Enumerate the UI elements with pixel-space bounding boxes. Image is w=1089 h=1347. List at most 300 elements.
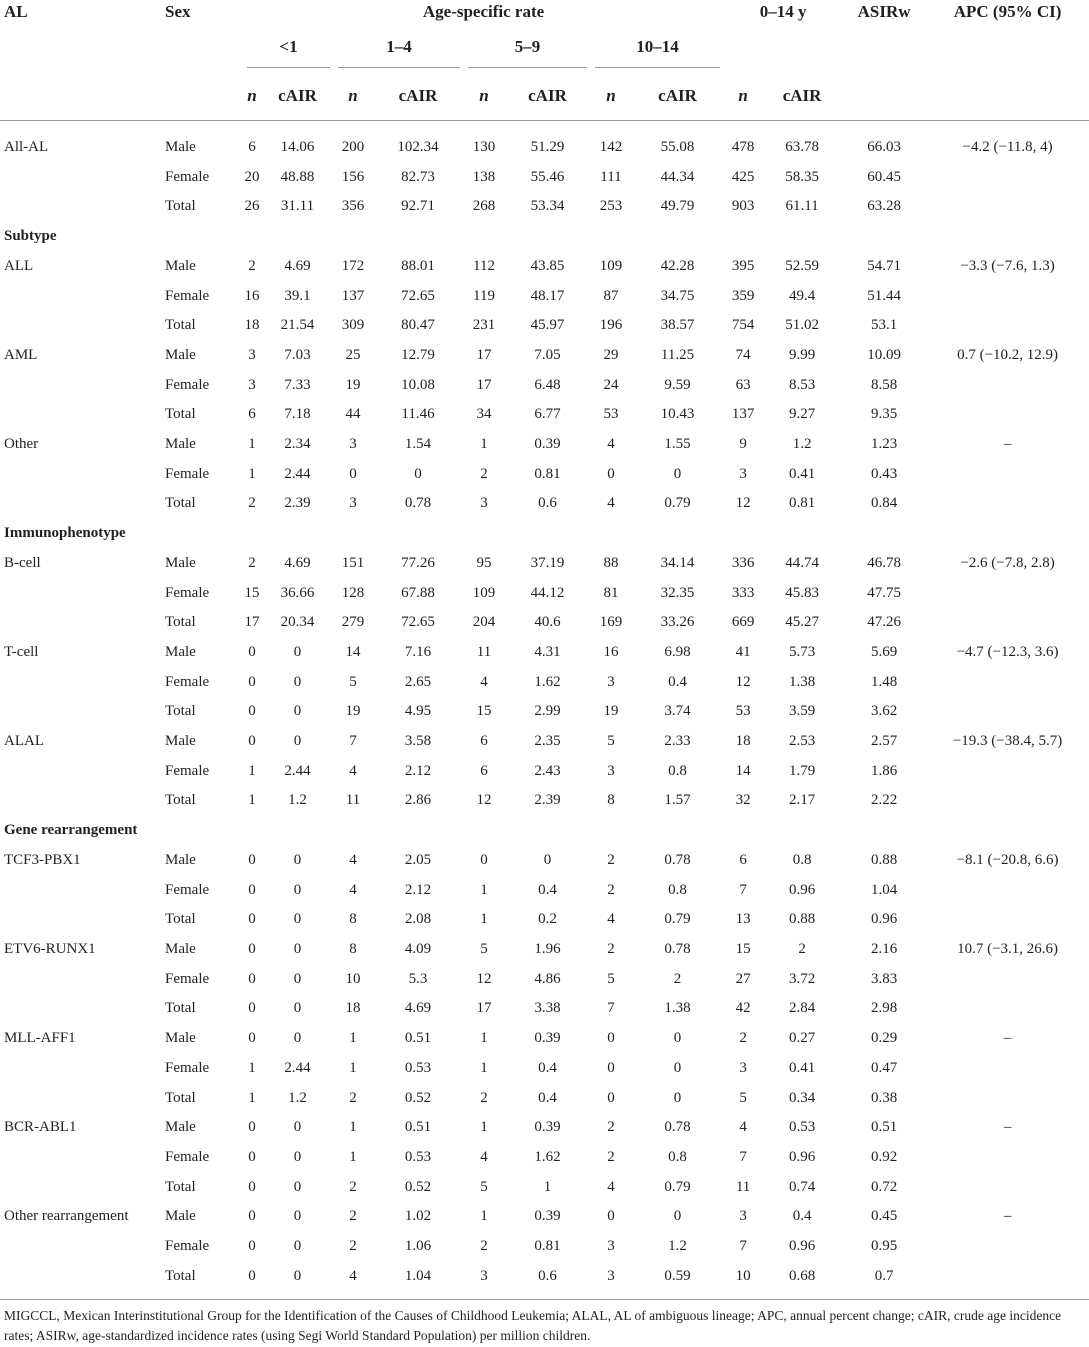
- cell-cair-0-14: 1.79: [788, 762, 816, 779]
- cell-cair-10-14: 0.79: [664, 1178, 691, 1195]
- table-row: [0, 460, 1089, 490]
- cell-n-1-4: 137: [341, 287, 365, 304]
- cell-n-0-14: 754: [731, 317, 755, 334]
- cell-cair-5-9: 6.77: [534, 406, 561, 423]
- cell-n-0-14: 3: [739, 465, 747, 482]
- cell-sex: Female: [165, 1148, 210, 1165]
- cell-sex: Male: [165, 940, 196, 957]
- cell-cair-lt1: 48.88: [280, 168, 315, 185]
- header-0-14: 0–14 y: [759, 2, 807, 21]
- cell-n-0-14: 14: [735, 762, 751, 779]
- cell-asirw: 2.16: [870, 940, 898, 957]
- cell-sex: Female: [165, 673, 210, 690]
- cell-n-lt1: 1: [248, 465, 256, 482]
- cell-cair-10-14: 2: [673, 970, 682, 987]
- cell-cair-10-14: 34.75: [660, 287, 695, 304]
- cell-n-5-9: 17: [476, 346, 492, 363]
- cell-cair-lt1: 4.69: [284, 257, 311, 274]
- cell-cair-0-14: 0.41: [788, 1059, 816, 1076]
- cell-sex: Male: [165, 643, 196, 660]
- cell-cair-0-14: 0.81: [788, 495, 816, 512]
- cell-asirw: 66.03: [867, 139, 901, 155]
- cell-cair-0-14: 44.74: [785, 554, 819, 571]
- cell-n-0-14: 333: [731, 584, 755, 601]
- cell-apc: [926, 994, 1089, 1024]
- cell-apc: [926, 757, 1089, 787]
- cell-n-10-14: 53: [603, 406, 619, 423]
- cell-asirw: 53.1: [870, 317, 898, 334]
- cell-n-10-14: 24: [603, 376, 619, 393]
- table-row: [0, 786, 1089, 816]
- cell-n-lt1: 0: [248, 1238, 256, 1255]
- cell-al: [0, 965, 165, 995]
- cell-n-1-4: 1: [349, 1119, 357, 1136]
- cell-n-5-9: 109: [472, 584, 496, 601]
- cell-cair-1-4: 88.01: [401, 257, 435, 274]
- cell-apc: [926, 1054, 1089, 1084]
- table-row: [0, 400, 1089, 430]
- cell-cair-lt1: 2.44: [284, 465, 311, 482]
- cell-cair-5-9: 0.39: [534, 436, 561, 453]
- cell-sex: Total: [165, 792, 196, 809]
- table-row: [0, 697, 1089, 727]
- cell-cair-10-14: 38.57: [660, 317, 695, 334]
- cell-n-0-14: 9: [739, 436, 747, 453]
- cell-sex: Total: [165, 198, 196, 215]
- cell-sex: Female: [165, 970, 210, 987]
- cell-apc: [926, 282, 1089, 312]
- cell-cair-0-14: 45.83: [785, 584, 819, 601]
- cell-cair-lt1: 1.2: [288, 1089, 307, 1106]
- cell-n-lt1: 2: [248, 554, 256, 571]
- cell-cair-0-14: 2.17: [788, 792, 816, 809]
- cell-n-5-9: 138: [472, 168, 496, 185]
- cell-n-5-9: 0: [480, 851, 488, 868]
- cell-apc: [926, 965, 1089, 995]
- cell-n-0-14: 2: [739, 1030, 747, 1047]
- cell-n-0-14: 42: [735, 1000, 751, 1017]
- table-row: [0, 1084, 1089, 1114]
- table-row: [0, 994, 1089, 1024]
- table-row: [0, 608, 1089, 638]
- cell-cair-1-4: 7.16: [404, 643, 432, 660]
- cell-cair-10-14: 34.14: [660, 554, 695, 571]
- cell-n-0-14: 7: [739, 881, 747, 898]
- cell-apc: [926, 668, 1089, 698]
- cell-al: [0, 1262, 165, 1292]
- cell-al: [0, 668, 165, 698]
- cell-al: [0, 757, 165, 787]
- cell-apc: −19.3 (−38.4, 5.7): [952, 733, 1063, 750]
- table-row: [0, 282, 1089, 312]
- cell-n-0-14: 336: [731, 554, 755, 571]
- cell-apc: [926, 460, 1089, 490]
- table-row: [0, 341, 1089, 371]
- cell-asirw: 10.09: [867, 346, 901, 363]
- cell-cair-lt1: 0: [293, 1208, 302, 1225]
- cell-apc: −4.7 (−12.3, 3.6): [956, 643, 1059, 660]
- table-row: [0, 192, 1089, 222]
- cell-n-1-4: 1: [349, 1148, 357, 1165]
- cell-cair-5-9: 1.96: [534, 940, 561, 957]
- table-row: [0, 876, 1089, 906]
- cell-asirw: 3.83: [870, 970, 898, 987]
- cell-sex: Male: [165, 1208, 196, 1225]
- cell-n-0-14: 15: [735, 940, 751, 957]
- cell-cair-0-14: 0.27: [788, 1030, 816, 1047]
- cell-cair-0-14: 0.96: [788, 1238, 816, 1255]
- cell-n-5-9: 11: [476, 643, 492, 660]
- cell-n-lt1: 16: [244, 287, 260, 304]
- table-row: [0, 1173, 1089, 1203]
- cell-apc: [926, 1173, 1089, 1203]
- cell-al: ETV6-RUNX1: [4, 940, 96, 957]
- cell-cair-1-4: 2.12: [404, 762, 432, 779]
- cell-n-5-9: 17: [476, 1000, 492, 1017]
- cell-cair-5-9: 0.6: [538, 1267, 557, 1284]
- cell-cair-1-4: 1.04: [404, 1267, 432, 1284]
- cell-n-5-9: 1: [480, 881, 488, 898]
- cell-n-0-14: 41: [735, 643, 751, 660]
- cell-cair-lt1: 7.18: [284, 406, 311, 423]
- cell-cair-5-9: 2.35: [534, 733, 561, 750]
- cell-n-1-4: 4: [349, 1267, 357, 1284]
- cell-n-10-14: 8: [607, 792, 615, 809]
- cell-al: [0, 192, 165, 222]
- cell-cair-1-4: 0.51: [404, 1119, 432, 1136]
- cell-asirw: 8.58: [870, 376, 898, 393]
- cell-asirw: 1.86: [870, 762, 898, 779]
- cell-n-10-14: 4: [607, 911, 615, 928]
- cell-n-5-9: 1: [480, 911, 488, 928]
- cell-al: BCR-ABL1: [4, 1119, 77, 1136]
- cell-cair-lt1: 0: [293, 733, 302, 750]
- cell-n-5-9: 268: [472, 198, 496, 215]
- cell-n-1-4: 2: [349, 1238, 357, 1255]
- header-cair: cAIR: [278, 86, 317, 105]
- cell-cair-1-4: 2.12: [404, 881, 432, 898]
- cell-cair-lt1: 7.03: [284, 346, 311, 363]
- cell-cair-10-14: 0.79: [664, 495, 691, 512]
- table-row: [0, 579, 1089, 609]
- cell-al: [0, 1143, 165, 1173]
- cell-al: B-cell: [4, 554, 41, 571]
- cell-al: [0, 1054, 165, 1084]
- cell-asirw: 0.7: [874, 1267, 894, 1284]
- cell-apc: –: [1003, 1119, 1012, 1136]
- cell-asirw: 0.45: [870, 1208, 898, 1225]
- cell-n-1-4: 0: [349, 465, 357, 482]
- table-row: [0, 549, 1089, 579]
- cell-n-lt1: 0: [248, 911, 256, 928]
- table-row: [0, 489, 1089, 519]
- cell-al: ALL: [4, 257, 34, 274]
- cell-cair-1-4: 2.86: [404, 792, 432, 809]
- cell-cair-10-14: 0: [673, 465, 682, 482]
- cell-cair-10-14: 1.2: [668, 1238, 687, 1255]
- header-al: AL: [4, 2, 28, 21]
- cell-n-10-14: 81: [603, 584, 619, 601]
- cell-cair-1-4: 2.65: [404, 673, 432, 690]
- cell-al: [0, 697, 165, 727]
- cell-cair-0-14: 9.99: [788, 346, 816, 363]
- cell-apc: –: [1003, 1030, 1012, 1047]
- cell-sex: Female: [165, 1238, 210, 1255]
- cell-al: AML: [4, 346, 38, 363]
- cell-cair-0-14: 1.38: [788, 673, 816, 690]
- cell-al: All-AL: [4, 139, 49, 155]
- cell-n-10-14: 88: [603, 554, 619, 571]
- header-age-specific-rate: Age-specific rate: [422, 2, 545, 21]
- cell-n-1-4: 2: [349, 1178, 357, 1195]
- cell-cair-5-9: 4.31: [534, 643, 561, 660]
- cell-cair-1-4: 1.02: [404, 1208, 432, 1225]
- cell-apc: [926, 489, 1089, 519]
- table-row: [0, 163, 1089, 193]
- cell-n-0-14: 395: [731, 257, 755, 274]
- cell-n-lt1: 1: [248, 762, 256, 779]
- cell-cair-10-14: 42.28: [660, 257, 695, 274]
- table-row: [0, 133, 1089, 163]
- cell-cair-lt1: 0: [293, 1238, 302, 1255]
- cell-cair-1-4: 0.78: [404, 495, 432, 512]
- cell-n-lt1: 0: [248, 881, 256, 898]
- table-row: [0, 311, 1089, 341]
- cell-n-10-14: 0: [607, 1089, 615, 1106]
- cell-cair-lt1: 0: [293, 881, 302, 898]
- cell-cair-10-14: 11.25: [660, 346, 695, 363]
- cell-n-0-14: 10: [735, 1267, 751, 1284]
- cell-n-lt1: 1: [248, 1089, 256, 1106]
- cell-cair-1-4: 0.53: [404, 1148, 432, 1165]
- cell-cair-10-14: 2.33: [664, 733, 691, 750]
- table-row: [0, 668, 1089, 698]
- section-label: Gene rearrangement: [4, 822, 138, 839]
- cell-cair-lt1: 36.66: [280, 584, 315, 601]
- cell-cair-5-9: 2.99: [534, 703, 561, 720]
- cell-n-5-9: 204: [472, 614, 496, 631]
- cell-cair-0-14: 49.4: [788, 287, 816, 304]
- cell-cair-10-14: 49.79: [660, 198, 695, 215]
- cell-n-1-4: 2: [349, 1208, 357, 1225]
- cell-cair-0-14: 0.88: [788, 911, 816, 928]
- section-label: Subtype: [4, 228, 57, 245]
- cell-apc: [926, 1084, 1089, 1114]
- cell-asirw: 1.48: [870, 673, 898, 690]
- cell-n-5-9: 12: [476, 792, 492, 809]
- cell-cair-0-14: 0.68: [788, 1267, 816, 1284]
- cell-cair-10-14: 0: [673, 1208, 682, 1225]
- cell-cair-lt1: 1.2: [288, 792, 307, 809]
- cell-n-lt1: 0: [248, 1000, 256, 1017]
- cell-n-1-4: 1: [349, 1059, 357, 1076]
- cell-cair-1-4: 1.06: [404, 1238, 432, 1255]
- cell-sex: Female: [165, 584, 210, 601]
- cell-cair-5-9: 2.43: [534, 762, 561, 779]
- cell-cair-0-14: 2.53: [788, 733, 816, 750]
- cell-asirw: 47.26: [867, 614, 901, 631]
- header-asirw: ASIRw: [857, 2, 911, 21]
- cell-cair-0-14: 3.72: [788, 970, 816, 987]
- cell-n-10-14: 196: [599, 317, 623, 334]
- cell-cair-10-14: 44.34: [660, 168, 695, 185]
- table-row: [0, 1054, 1089, 1084]
- cell-n-5-9: 1: [480, 1119, 488, 1136]
- cell-cair-10-14: 1.55: [664, 436, 691, 453]
- cell-sex: Female: [165, 881, 210, 898]
- table-body: [0, 121, 1089, 1292]
- cell-sex: Total: [165, 1089, 196, 1106]
- cell-cair-0-14: 0.8: [792, 851, 812, 868]
- cell-n-5-9: 5: [480, 1178, 488, 1195]
- cell-cair-5-9: 7.05: [534, 346, 561, 363]
- cell-cair-0-14: 61.11: [785, 198, 819, 215]
- table-row: [0, 935, 1089, 965]
- cell-cair-5-9: 0.81: [534, 465, 561, 482]
- cell-n-1-4: 3: [349, 436, 357, 453]
- cell-cair-1-4: 11.46: [401, 406, 435, 423]
- cell-n-1-4: 4: [349, 881, 357, 898]
- cell-n-lt1: 6: [248, 406, 256, 423]
- cell-asirw: 1.04: [870, 881, 898, 898]
- cell-cair-lt1: 20.34: [280, 614, 315, 631]
- cell-n-lt1: 1: [248, 792, 256, 809]
- cell-cair-5-9: 1.62: [534, 673, 561, 690]
- cell-n-1-4: 5: [349, 673, 357, 690]
- cell-cair-1-4: 0.52: [404, 1178, 432, 1195]
- cell-n-10-14: 253: [599, 198, 623, 215]
- cell-apc: −4.2 (−11.8, 4): [962, 139, 1053, 155]
- section-row: [0, 222, 1089, 252]
- cell-n-1-4: 10: [345, 970, 361, 987]
- cell-n-1-4: 7: [349, 733, 357, 750]
- cell-sex: Female: [165, 287, 210, 304]
- cell-n-5-9: 112: [473, 257, 495, 274]
- header-cair: cAIR: [782, 86, 822, 105]
- cell-apc: 10.7 (−3.1, 26.6): [957, 940, 1059, 957]
- table-row: [0, 638, 1089, 668]
- cell-cair-0-14: 63.78: [785, 139, 819, 155]
- cell-n-0-14: 478: [731, 139, 755, 155]
- cell-cair-lt1: 7.33: [284, 376, 311, 393]
- table-row: [0, 1202, 1089, 1232]
- cell-cair-1-4: 3.58: [404, 733, 432, 750]
- cell-n-lt1: 0: [248, 1178, 256, 1195]
- cell-cair-lt1: 31.11: [280, 198, 315, 215]
- cell-cair-10-14: 3.74: [664, 703, 691, 720]
- cell-n-0-14: 3: [739, 1059, 747, 1076]
- cell-n-lt1: 3: [248, 376, 256, 393]
- header-n: n: [479, 86, 489, 105]
- cell-n-0-14: 3: [739, 1208, 747, 1225]
- cell-n-5-9: 2: [480, 1238, 488, 1255]
- cell-sex: Female: [165, 465, 210, 482]
- cell-asirw: 54.71: [867, 257, 901, 274]
- cell-n-10-14: 16: [603, 643, 619, 660]
- header-cair: cAIR: [398, 86, 438, 105]
- cell-n-1-4: 156: [341, 168, 365, 185]
- cell-sex: Male: [165, 1030, 196, 1047]
- table-row: [0, 1024, 1089, 1054]
- cell-asirw: 0.38: [870, 1089, 898, 1106]
- cell-cair-1-4: 0.52: [404, 1089, 432, 1106]
- cell-cair-0-14: 0.4: [792, 1208, 812, 1225]
- cell-n-lt1: 2: [248, 495, 256, 512]
- cell-n-lt1: 0: [248, 1267, 256, 1284]
- cell-n-10-14: 4: [607, 436, 615, 453]
- cell-cair-1-4: 12.79: [401, 346, 435, 363]
- header-n: n: [738, 86, 748, 105]
- header-apc: APC (95% CI): [953, 2, 1062, 21]
- cell-al: Other rearrangement: [4, 1208, 129, 1225]
- header-age-1-4: 1–4: [334, 32, 464, 72]
- cell-asirw: 0.84: [870, 495, 898, 512]
- cell-al: [0, 579, 165, 609]
- cell-sex: Female: [165, 1059, 210, 1076]
- cell-cair-0-14: 51.02: [785, 317, 819, 334]
- cell-n-0-14: 425: [731, 168, 755, 185]
- cell-n-5-9: 3: [480, 1267, 488, 1284]
- cell-cair-10-14: 32.35: [660, 584, 695, 601]
- cell-apc: [926, 905, 1089, 935]
- cell-n-1-4: 279: [341, 614, 365, 631]
- cell-sex: Total: [165, 703, 196, 720]
- header-age-5-9: 5–9: [464, 32, 591, 72]
- cell-cair-5-9: 55.46: [530, 168, 565, 185]
- cell-n-0-14: 74: [735, 346, 751, 363]
- cell-cair-10-14: 1.38: [664, 1000, 691, 1017]
- table-row: [0, 1113, 1089, 1143]
- cell-cair-0-14: 0.53: [788, 1119, 816, 1136]
- cell-cair-lt1: 0: [293, 1119, 302, 1136]
- header-age-lt1: <1: [243, 32, 334, 72]
- cell-cair-5-9: 44.12: [530, 584, 565, 601]
- table-row: [0, 757, 1089, 787]
- cell-cair-1-4: 67.88: [401, 584, 435, 601]
- cell-cair-1-4: 0: [414, 465, 422, 482]
- cell-cair-5-9: 45.97: [530, 317, 565, 334]
- table-footnote: MIGCCL, Mexican Interinstitutional Group for the Identification of the Causes of Childhood Leukemia; ALAL, AL of ambiguous lineage; APC, annual percent change; cAIR, crude age incidence rates; ASIRw, age-standardized incidence rates (using Segi World Standard Population) per million children.: [0, 1299, 1089, 1346]
- cell-al: MLL-AFF1: [4, 1030, 76, 1047]
- cell-n-5-9: 119: [473, 287, 495, 304]
- cell-n-0-14: 53: [735, 703, 751, 720]
- cell-n-1-4: 1: [349, 1030, 357, 1047]
- cell-n-5-9: 17: [476, 376, 492, 393]
- cell-n-0-14: 12: [735, 495, 751, 512]
- cell-cair-5-9: 0.2: [538, 911, 557, 928]
- cell-cair-0-14: 2.84: [788, 1000, 816, 1017]
- header-cair: cAIR: [528, 86, 567, 105]
- cell-n-1-4: 19: [345, 703, 361, 720]
- cell-n-5-9: 130: [472, 139, 496, 155]
- cell-n-10-14: 3: [607, 1267, 615, 1284]
- cell-n-10-14: 4: [607, 495, 615, 512]
- cell-n-10-14: 0: [607, 1030, 615, 1047]
- cell-cair-1-4: 4.09: [404, 940, 432, 957]
- cell-n-1-4: 18: [345, 1000, 361, 1017]
- cell-cair-10-14: 33.26: [660, 614, 695, 631]
- cell-al: TCF3-PBX1: [4, 851, 81, 868]
- cell-cair-lt1: 4.69: [284, 554, 311, 571]
- cell-n-5-9: 15: [476, 703, 492, 720]
- cell-asirw: 0.29: [870, 1030, 898, 1047]
- cell-cair-1-4: 102.34: [397, 139, 439, 155]
- cell-n-1-4: 4: [349, 851, 357, 868]
- cell-cair-lt1: 2.39: [284, 495, 311, 512]
- cell-n-0-14: 7: [739, 1238, 747, 1255]
- cell-cair-5-9: 0.39: [534, 1208, 561, 1225]
- cell-n-10-14: 4: [607, 1178, 615, 1195]
